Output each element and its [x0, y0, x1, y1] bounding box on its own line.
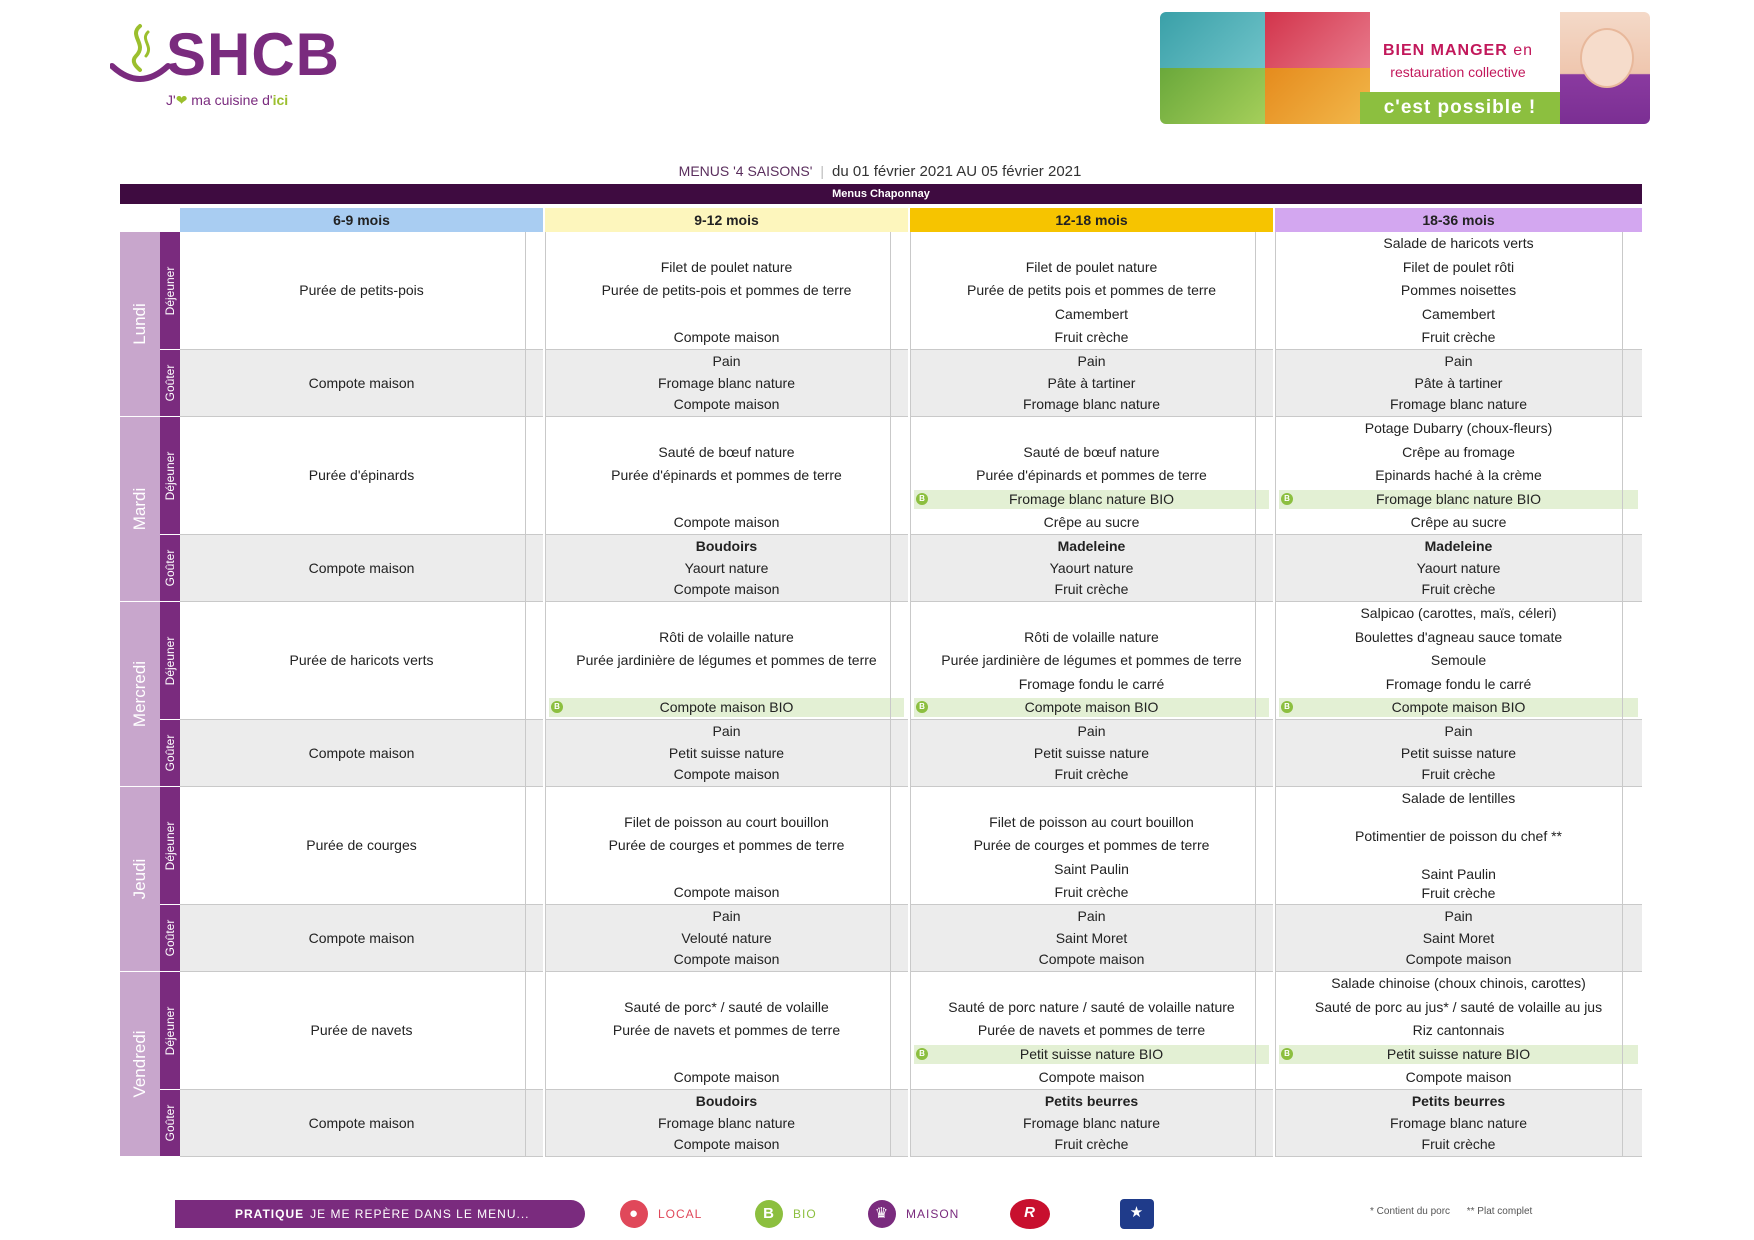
- menu-item: Purée de petits pois et pommes de terre: [966, 282, 1217, 298]
- menu-item: Epinards haché à la crème: [1375, 467, 1542, 483]
- french-meat-icon: ★: [1120, 1199, 1154, 1229]
- menu-cell: [910, 972, 1273, 1090]
- menu-cell: [545, 602, 908, 720]
- menu-item: Yaourt nature: [1416, 559, 1501, 576]
- menu-item: Pain: [1077, 723, 1106, 739]
- menu-item: Pâte à tartiner: [1047, 374, 1136, 391]
- menu-cell: [910, 1090, 1273, 1157]
- menu-item: Fruit crèche: [1054, 581, 1129, 597]
- menu-item: Crêpe au sucre: [1410, 514, 1507, 530]
- column-divider: [1622, 232, 1623, 1157]
- menu-item: Velouté nature: [681, 929, 772, 946]
- menu-item: Filet de poulet nature: [1025, 258, 1158, 275]
- column-header: 6-9 mois: [180, 208, 543, 232]
- menu-cell: [180, 1090, 543, 1157]
- menu-cell: [545, 787, 908, 905]
- menu-grid: [120, 208, 1642, 1155]
- menu-item: Compote maison: [308, 1114, 415, 1131]
- menu-cell: [180, 232, 543, 350]
- banner-subline: restauration collective: [1390, 64, 1526, 80]
- meal-label: Déjeuner: [160, 417, 180, 535]
- menu-cell: [1275, 787, 1642, 905]
- menu-item: Compote maison: [308, 744, 415, 761]
- menu-item: Salade de haricots verts: [1383, 235, 1534, 251]
- menu-item: Fruit crèche: [1054, 884, 1129, 900]
- menu-item: Sauté de porc au jus* / sauté de volaille au jus: [1314, 998, 1603, 1015]
- menu-item: Potimentier de poisson du chef **: [1354, 828, 1562, 844]
- menu-cell: [1275, 905, 1642, 972]
- menu-item: Fruit crèche: [1054, 766, 1129, 782]
- menu-cell: [180, 905, 543, 972]
- menu-item: Fruit crèche: [1054, 1136, 1129, 1152]
- menu-item: Saint Moret: [1055, 929, 1128, 946]
- menu-item: [549, 305, 904, 324]
- menu-item: Compote maison: [308, 559, 415, 576]
- menu-cell: [910, 602, 1273, 720]
- menu-item: Camembert: [1054, 305, 1129, 322]
- menu-item: Fruit crèche: [1421, 1136, 1496, 1152]
- menu-item: Petit suisse nature: [668, 744, 785, 761]
- menu-item: Purée de courges: [306, 837, 417, 853]
- legend-bio: B BIO: [755, 1199, 817, 1229]
- column-header: 18-36 mois: [1275, 208, 1642, 232]
- menu-item: Rôti de volaille nature: [1024, 628, 1159, 645]
- logo-wordmark: SHCB: [166, 21, 341, 88]
- meal-label: Déjeuner: [160, 972, 180, 1090]
- label-rouge-logo: [1010, 1199, 1060, 1229]
- menu-item: Boudoirs: [695, 1093, 758, 1109]
- logo-tagline: J'❤ ma cuisine d'ici: [166, 92, 289, 108]
- menu-item: Compote maison: [1405, 1069, 1512, 1085]
- meal-label: Goûter: [160, 535, 180, 602]
- menu-cell: [910, 350, 1273, 417]
- menu-item: [549, 974, 904, 993]
- menu-item: Pommes noisettes: [1400, 282, 1517, 298]
- column-header: 12-18 mois: [910, 208, 1273, 232]
- menu-cell: [1275, 535, 1642, 602]
- menu-item: Fromage blanc nature: [1390, 1114, 1527, 1131]
- site-name-bar: Menus Chaponnay: [120, 184, 1642, 204]
- menu-item: Purée d'épinards et pommes de terre: [611, 467, 842, 483]
- menu-item: Yaourt nature: [1049, 559, 1134, 576]
- column-divider: [525, 232, 526, 1157]
- menu-item: Fromage blanc nature: [658, 374, 795, 391]
- menu-cell: [910, 905, 1273, 972]
- menu-cell: [545, 350, 908, 417]
- menu-item-bio: B Compote maison BIO: [549, 698, 904, 717]
- menu-item: Compote maison: [673, 329, 780, 345]
- menu-item-bio: B Fromage blanc nature BIO: [1279, 490, 1638, 509]
- menu-cell: [1275, 232, 1642, 350]
- meal-label: Déjeuner: [160, 232, 180, 350]
- menu-item: Saint Paulin: [1421, 866, 1496, 882]
- meal-label: Goûter: [160, 720, 180, 787]
- menu-item: Pain: [712, 908, 741, 924]
- menu-cell: [545, 720, 908, 787]
- day-label: Lundi: [120, 232, 160, 417]
- menu-item: Rôti de volaille nature: [659, 628, 794, 645]
- day-label: Mardi: [120, 417, 160, 602]
- menu-item: Fromage blanc nature: [1023, 1114, 1160, 1131]
- viande-francaise-logo: [1120, 1199, 1164, 1229]
- shcb-logo: [110, 12, 350, 107]
- menu-item: Filet de poisson au court bouillon: [989, 813, 1194, 830]
- menu-item: Compote maison: [673, 951, 780, 967]
- menu-item: Crêpe au sucre: [1043, 514, 1140, 530]
- menu-cell: [1275, 417, 1642, 535]
- day-label: Mercredi: [120, 602, 160, 787]
- menu-cell: [545, 232, 908, 350]
- menu-item: Filet de poulet nature: [660, 258, 793, 275]
- menu-item: Fruit crèche: [1054, 329, 1129, 345]
- menu-item: Boudoirs: [695, 538, 758, 554]
- legend-local: ● LOCAL: [620, 1199, 702, 1229]
- menu-item: Purée de navets: [310, 1022, 413, 1038]
- column-divider: [910, 232, 911, 1157]
- menu-item: Sauté de porc nature / sauté de volaille nature: [948, 998, 1235, 1015]
- menu-item: Saint Moret: [1422, 929, 1495, 946]
- menu-item: Pain: [712, 353, 741, 369]
- menu-item: Petits beurres: [1411, 1093, 1506, 1109]
- menu-item-bio: B Petit suisse nature BIO: [914, 1045, 1269, 1064]
- menu-item: Fromage blanc nature: [658, 1114, 795, 1131]
- menu-item: Fruit crèche: [1421, 766, 1496, 782]
- menu-item: Compote maison: [308, 929, 415, 946]
- label-rouge-icon: R: [1010, 1199, 1050, 1229]
- menu-item: Sauté de bœuf nature: [658, 443, 795, 460]
- menu-item: Camembert: [1421, 305, 1496, 322]
- menu-item: Filet de poulet rôti: [1402, 258, 1515, 275]
- menu-item: Fromage blanc nature: [1023, 396, 1160, 412]
- menu-item-bio: B Petit suisse nature BIO: [1279, 1045, 1638, 1064]
- menu-item: Purée jardinière de légumes et pommes de terre: [941, 652, 1242, 668]
- menu-item: Compote maison: [673, 766, 780, 782]
- menu-cell: [910, 417, 1273, 535]
- menu-item: Saint Paulin: [1054, 860, 1129, 877]
- menu-item: Sauté de bœuf nature: [1023, 443, 1160, 460]
- menu-item: Compote maison: [1405, 951, 1512, 967]
- day-label: Jeudi: [120, 787, 160, 972]
- menu-item: Compote maison: [1038, 1069, 1145, 1085]
- footnotes: * Contient du porc ** Plat complet: [1370, 1206, 1533, 1217]
- menu-item: Semoule: [1430, 652, 1487, 668]
- menu-item: Compote maison: [673, 884, 780, 900]
- meal-label: Goûter: [160, 350, 180, 417]
- menu-item: [549, 675, 904, 694]
- menu-item: [914, 974, 1269, 993]
- menu-item: Pain: [1444, 353, 1473, 369]
- menu-item: Purée de petits-pois: [299, 282, 424, 298]
- banner-cta: c'est possible !: [1360, 92, 1560, 124]
- menu-item: Purée de navets et pommes de terre: [612, 1022, 841, 1038]
- menu-item: Pain: [1444, 908, 1473, 924]
- menu-item: Purée de courges et pommes de terre: [973, 837, 1210, 853]
- bien-manger-banner: [1160, 12, 1650, 124]
- steam-bowl-icon: [110, 22, 170, 88]
- menu-item: Pain: [712, 723, 741, 739]
- menu-item: Pain: [1077, 908, 1106, 924]
- menu-item: Fruit crèche: [1421, 329, 1496, 345]
- menu-item: Salpicao (carottes, maïs, céleri): [1360, 605, 1557, 621]
- menu-item: [549, 1045, 904, 1064]
- menu-cell: [910, 720, 1273, 787]
- menu-item: Fruit crèche: [1421, 885, 1496, 901]
- menu-item: Potage Dubarry (choux-fleurs): [1364, 420, 1553, 436]
- menu-item: Purée de navets et pommes de terre: [977, 1022, 1206, 1038]
- day-label: Vendredi: [120, 972, 160, 1157]
- location-pin-icon: ●: [620, 1200, 648, 1228]
- menu-item: Pain: [1077, 353, 1106, 369]
- menu-cell: [1275, 720, 1642, 787]
- menu-cell: [910, 232, 1273, 350]
- menu-item: [1279, 846, 1638, 865]
- menu-cell: [1275, 972, 1642, 1090]
- menu-item: Madeleine: [1057, 538, 1126, 554]
- menu-item: Purée de haricots verts: [289, 652, 434, 668]
- menu-item: Madeleine: [1424, 538, 1493, 554]
- menu-cell: [545, 972, 908, 1090]
- menu-item: Fromage fondu le carré: [1018, 675, 1165, 692]
- menu-item: [549, 419, 904, 438]
- menu-item: Compote maison: [1038, 951, 1145, 967]
- menu-cell: [910, 787, 1273, 905]
- menu-item: Sauté de porc* / sauté de volaille: [624, 998, 829, 1015]
- menu-cell: [545, 905, 908, 972]
- menu-item: Riz cantonnais: [1412, 1022, 1505, 1038]
- meal-label: Goûter: [160, 905, 180, 972]
- menu-cell: [180, 720, 543, 787]
- menu-item: Filet de poisson au court bouillon: [624, 813, 829, 830]
- menu-cell: [180, 602, 543, 720]
- menu-item-bio: B Compote maison BIO: [1279, 698, 1638, 717]
- meal-label: Goûter: [160, 1090, 180, 1157]
- menu-cell: [545, 417, 908, 535]
- bio-leaf-icon: B: [755, 1200, 783, 1228]
- menu-cell: [1275, 602, 1642, 720]
- heart-icon: ❤: [175, 92, 188, 108]
- menu-item: Petit suisse nature: [1400, 744, 1517, 761]
- menu-item: Purée jardinière de légumes et pommes de terre: [576, 652, 877, 668]
- baby-photo: [1560, 12, 1650, 124]
- menu-item: Fromage blanc nature: [1390, 396, 1527, 412]
- menu-cell: [1275, 1090, 1642, 1157]
- menu-item: [914, 234, 1269, 253]
- menu-item: Compote maison: [673, 514, 780, 530]
- meal-label: Déjeuner: [160, 787, 180, 905]
- column-divider: [1275, 232, 1276, 1157]
- column-header: 9-12 mois: [545, 208, 908, 232]
- menu-dates: du 01 février 2021 AU 05 février 2021: [832, 163, 1082, 180]
- menu-title: MENUS '4 SAISONS' | du 01 février 2021 AU 05 février 2021: [678, 163, 1082, 180]
- menu-item: Yaourt nature: [684, 559, 769, 576]
- menu-cell: [910, 535, 1273, 602]
- menu-item: [914, 419, 1269, 438]
- menu-item: Salade de lentilles: [1401, 790, 1516, 806]
- menu-cell: [180, 535, 543, 602]
- menu-item: Fromage fondu le carré: [1385, 675, 1532, 692]
- pratique-banner: PRATIQUE JE ME REPÈRE DANS LE MENU...: [175, 1200, 585, 1228]
- menu-item: [549, 789, 904, 808]
- menu-cell: [180, 350, 543, 417]
- menu-cell: [180, 417, 543, 535]
- legend-maison: ♛ MAISON: [868, 1199, 959, 1229]
- menu-item: Compote maison: [673, 1069, 780, 1085]
- menu-item: Petits beurres: [1044, 1093, 1139, 1109]
- menu-item: Compote maison: [308, 374, 415, 391]
- menu-item: Purée d'épinards: [308, 467, 415, 483]
- menu-item-bio: B Fromage blanc nature BIO: [914, 490, 1269, 509]
- menu-item: Purée de petits-pois et pommes de terre: [601, 282, 852, 298]
- menu-item: Purée d'épinards et pommes de terre: [976, 467, 1207, 483]
- column-divider: [1255, 232, 1256, 1157]
- menu-item: [1279, 808, 1638, 827]
- chef-hat-icon: ♛: [868, 1200, 896, 1228]
- menu-item: [549, 860, 904, 879]
- menu-item: [549, 604, 904, 623]
- menu-item-bio: B Compote maison BIO: [914, 698, 1269, 717]
- menu-item: [914, 604, 1269, 623]
- menu-item: Pain: [1444, 723, 1473, 739]
- menu-item: Compote maison: [673, 581, 780, 597]
- menu-item: Salade chinoise (choux chinois, carottes): [1331, 975, 1586, 991]
- menu-cell: [180, 787, 543, 905]
- menu-item: Crêpe au fromage: [1402, 443, 1515, 460]
- menu-item: Compote maison: [673, 1136, 780, 1152]
- menu-item: Compote maison: [673, 396, 780, 412]
- menu-item: Purée de courges et pommes de terre: [608, 837, 845, 853]
- seasons-photo-tiles: [1160, 12, 1370, 124]
- column-divider: [890, 232, 891, 1157]
- menu-cell: [180, 972, 543, 1090]
- column-divider: [545, 232, 546, 1157]
- banner-headline: BIEN MANGER en: [1382, 42, 1534, 59]
- menu-item: Fruit crèche: [1421, 581, 1496, 597]
- menu-cell: [545, 1090, 908, 1157]
- menu-item: Pâte à tartiner: [1414, 374, 1503, 391]
- menu-item: Boulettes d'agneau sauce tomate: [1354, 628, 1563, 645]
- menu-cell: [1275, 350, 1642, 417]
- menu-item: [549, 490, 904, 509]
- menu-item: [914, 789, 1269, 808]
- menu-item: [549, 234, 904, 253]
- menu-item: Petit suisse nature: [1033, 744, 1150, 761]
- menu-cell: [545, 535, 908, 602]
- meal-label: Déjeuner: [160, 602, 180, 720]
